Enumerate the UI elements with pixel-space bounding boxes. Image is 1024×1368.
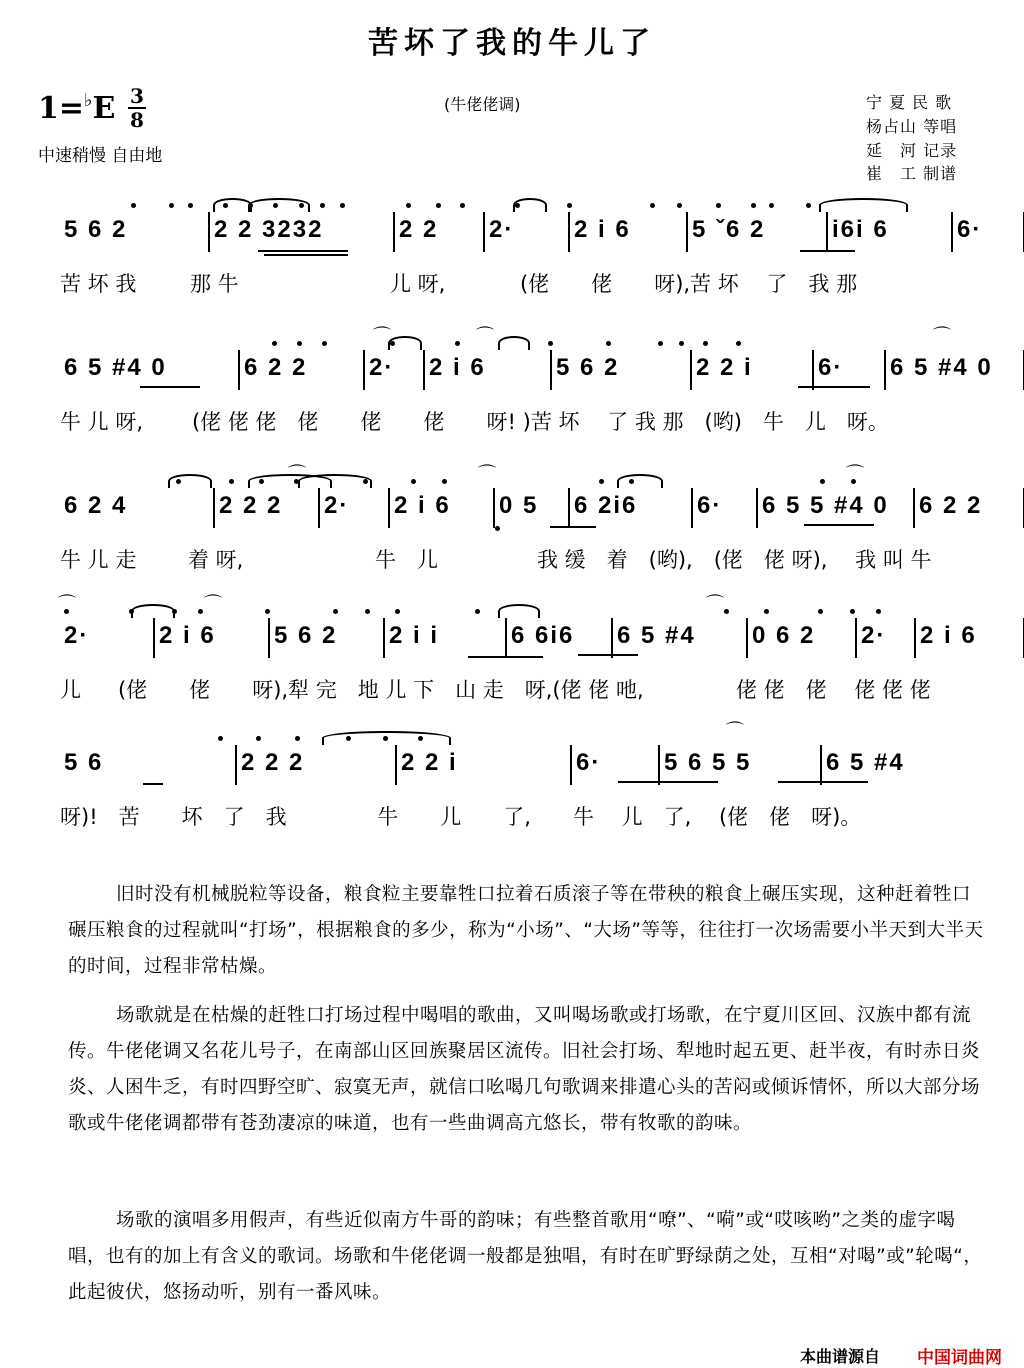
slur-arc [322, 731, 451, 745]
beam-underline [264, 254, 348, 256]
fermata-icon: ⌒ [478, 464, 496, 485]
time-signature [128, 86, 146, 130]
bar-line [611, 618, 613, 658]
measure-notes: 2 i 6 [920, 622, 977, 649]
bar-line [826, 212, 828, 252]
octave-dot [567, 203, 572, 208]
bar-line [570, 745, 572, 785]
octave-dot [265, 609, 270, 614]
bar-line [690, 350, 692, 390]
bar-line [746, 618, 748, 658]
bar-line [153, 618, 155, 658]
slur-arc [131, 604, 175, 618]
octave-dot [406, 203, 411, 208]
lyric-line: 儿 [60, 678, 81, 702]
octave-dot [548, 341, 553, 346]
paragraph [68, 877, 988, 985]
fermata-icon: ⌒ [288, 464, 306, 485]
lyric-line: (佬 佬 呀),犁 完 地 儿 下 山 走 呀,(佬 佬 吔, [118, 678, 644, 702]
bar-line [235, 745, 237, 785]
bar-line [505, 618, 507, 658]
beam-underline [778, 781, 868, 783]
paragraph-text: 场歌就是在枯燥的赶牲口打场过程中喝唱的歌曲，又叫喝场歌或打场歌，在宁夏川区回、汉族中都有流传。牛佬佬调又名花儿号子，在南部山区回族聚居区流传。旧社会打场、犁地时起五更、赶半夜，有时赤日炎炎、人困牛乏，有时四野空旷、寂寞无声，就信口吆喝几句歌调来排遣心头的苦闷或倾诉情怀，所以大部分场歌或牛佬佬调都带有苍劲凄凉的味道，也有一些曲调高亢悠长，带有牧歌的韵味。 [68, 1005, 981, 1134]
beam-underline [578, 654, 638, 656]
octave-dot [320, 203, 325, 208]
octave-dot [460, 203, 465, 208]
octave-dot [198, 609, 203, 614]
measure-notes: 6 5 #4 0 [64, 354, 167, 381]
measure-notes: 2 i 6 [429, 354, 486, 381]
fermata-icon: ⌒ [476, 326, 494, 347]
measure-notes: 6· [957, 216, 983, 243]
beam-underline [804, 524, 874, 526]
bar-line [388, 488, 390, 528]
octave-dot [218, 736, 223, 741]
measure-notes: 0 6 2 [752, 622, 816, 649]
measure-notes: 6 2 4 [64, 492, 128, 519]
bar-line [658, 745, 660, 785]
bar-line [208, 212, 210, 252]
beam-underline [618, 781, 718, 783]
slur-arc [498, 336, 530, 350]
lyric-line: 牛 儿 走 [60, 548, 137, 572]
measure-notes: 2· [324, 492, 350, 519]
bar-line [393, 212, 395, 252]
bar-line [363, 350, 365, 390]
bar-line [820, 745, 822, 785]
key-note: E [92, 91, 116, 126]
octave-dot [658, 341, 663, 346]
slur-arc [213, 198, 252, 212]
lyric-line: 牛 儿 [375, 548, 438, 572]
measure-notes: 6 5 #4 0 [890, 354, 993, 381]
measure-notes: 2 2 2 [219, 492, 283, 519]
measure-notes: 5 6 2 [64, 216, 128, 243]
lyric-line: (佬 佬 佬 佬 佬 佬 呀! )苦 坏 了 我 那 (哟) 牛 儿 呀。 [192, 410, 889, 434]
octave-dot [599, 479, 604, 484]
bar-line [812, 350, 814, 390]
bar-line [493, 488, 495, 528]
bar-line [855, 618, 857, 658]
lyric-line: 佬 佬 佬 佬 佬 佬 [736, 678, 931, 702]
lyric-line: (佬 佬 呀),苦 坏 了 我 那 [520, 272, 858, 296]
bar-line [238, 350, 240, 390]
slur-arc [298, 474, 372, 488]
octave-dot [818, 609, 823, 614]
octave-dot [736, 341, 741, 346]
bar-line [213, 488, 215, 528]
measure-notes: 2 2 3232 [214, 216, 324, 243]
octave-dot [256, 736, 261, 741]
bar-line [423, 350, 425, 390]
measure-notes: 2 2 2 [241, 749, 305, 776]
octave-dot [131, 203, 136, 208]
octave-dot [751, 203, 756, 208]
measure-notes: 2· [861, 622, 887, 649]
bar-line [568, 212, 570, 252]
octave-dot [495, 526, 500, 531]
measure-notes: 2· [64, 622, 90, 649]
octave-dot [703, 341, 708, 346]
octave-dot [724, 609, 729, 614]
measure-notes: 5 6 5 5 [664, 749, 752, 776]
measure-notes: 2 i 6 [159, 622, 216, 649]
bar-line [568, 488, 570, 528]
octave-dot [442, 479, 447, 484]
source-site-link[interactable]: 中国词曲网 [917, 1348, 1002, 1368]
paragraph [68, 998, 988, 1142]
measure-notes: 5 6 2 [274, 622, 338, 649]
lyric-line: 牛 儿 呀, [60, 410, 144, 434]
octave-dot [455, 341, 460, 346]
beam-underline [140, 386, 200, 388]
flat-sign: ♭ [84, 90, 93, 111]
measure-notes: 0 5 [499, 492, 539, 519]
octave-dot [716, 203, 721, 208]
measure-notes: 2 i i [389, 622, 440, 649]
measure-notes: 2 2 i [696, 354, 753, 381]
time-bottom: 8 [130, 108, 144, 132]
octave-dot [395, 609, 400, 614]
bar-line [318, 488, 320, 528]
slur-arc [388, 336, 422, 350]
measure-notes: 5 6 2 [556, 354, 620, 381]
paragraph-text: 场歌的演唱多用假声，有些近似南方牛哥的韵味；有些整首歌用“嘹”、“嗬”或“哎咳哟”之类的虚字喝唱，也有的加上有含义的歌词。场歌和牛佬佬调一般都是独唱，有时在旷野绿荫之处，互相“对喝”或”轮喝“，此起彼伏，悠扬动听，别有一番风味。 [68, 1210, 983, 1303]
lyric-line: 呀)! 苦 坏 了 我 牛 儿 了, 牛 儿 了, (佬 佬 呀)。 [60, 805, 862, 829]
octave-dot [365, 609, 370, 614]
fermata-icon: ⌒ [373, 326, 391, 347]
bar-line [483, 212, 485, 252]
key-signature [38, 90, 115, 126]
measure-notes: 6 5 #4 [826, 749, 905, 776]
measure-notes: 6 2 2 [919, 492, 983, 519]
measure-notes: 2 i 6 [574, 216, 631, 243]
fermata-icon: ⌒ [933, 326, 951, 347]
measure-notes: 6· [818, 354, 844, 381]
octave-dot [606, 341, 611, 346]
octave-dot [769, 203, 774, 208]
measure-notes: 6 5 5 #4 0 [762, 492, 889, 519]
measure-notes: 6 2i6 [574, 492, 638, 519]
lyric-line: 那 牛 [190, 272, 239, 296]
fermata-icon: ⌒ [58, 594, 76, 615]
bar-line [268, 618, 270, 658]
octave-dot [297, 341, 302, 346]
slur-arc [819, 198, 908, 212]
measure-notes: 2 i 6 [394, 492, 451, 519]
measure-notes: 2 2 [399, 216, 439, 243]
measure-notes: 5 6 [64, 749, 104, 776]
measure-notes: 6· [576, 749, 602, 776]
octave-dot [340, 203, 345, 208]
octave-dot [679, 341, 684, 346]
time-top: 3 [130, 84, 144, 108]
measure-notes: 2 2 i [401, 749, 458, 776]
lyric-line: 儿 呀, [390, 272, 446, 296]
octave-dot [820, 479, 825, 484]
slur-arc [513, 198, 547, 212]
measure-notes: 6· [697, 492, 723, 519]
octave-dot [411, 479, 416, 484]
bar-line [951, 212, 953, 252]
bar-line [550, 350, 552, 390]
measure-notes: 6 6i6 [511, 622, 575, 649]
lyric-line: 苦 坏 我 [60, 272, 137, 296]
octave-dot [188, 203, 193, 208]
beam-underline [798, 386, 870, 388]
bar-line [913, 488, 915, 528]
bar-line [395, 745, 397, 785]
measure-notes: i6i 6 [832, 216, 889, 243]
beam-underline [550, 526, 596, 528]
measure-notes: 6 2 2 [244, 354, 308, 381]
bar-line [383, 618, 385, 658]
key-prefix: 1= [38, 91, 85, 126]
bar-line [914, 618, 916, 658]
slur-arc [617, 474, 663, 488]
fermata-icon: ⌒ [726, 721, 744, 742]
measure-notes: 2· [369, 354, 395, 381]
octave-dot [322, 341, 327, 346]
bar-line [691, 488, 693, 528]
beam-underline [800, 250, 855, 252]
octave-dot [169, 203, 174, 208]
lyric-line: 我 缓 着 (哟), (佬 佬 呀), 我 叫 牛 [537, 548, 932, 572]
fermata-icon: ⌒ [204, 594, 222, 615]
fermata-icon: ⌒ [706, 594, 724, 615]
octave-dot [436, 203, 441, 208]
bar-line [884, 350, 886, 390]
paragraph [68, 1203, 988, 1311]
fermata-icon: ⌒ [846, 464, 864, 485]
octave-dot [333, 609, 338, 614]
paragraph-text: 旧时没有机械脱粒等设备，粮食粒主要靠牲口拉着石质滚子等在带秧的粮食上碾压实现，这种赶着牲口碾压粮食的过程就叫“打场”，根据粮食的多少，称为“小场”、“大场”等等，往往打一次场需要小半天到大半天的时间，过程非常枯燥。 [68, 884, 984, 977]
song-subtitle: (牛佬佬调) [444, 95, 521, 114]
beam-underline [143, 783, 163, 785]
octave-dot [475, 609, 480, 614]
beam-underline [258, 250, 348, 252]
octave-dot [850, 609, 855, 614]
measure-notes: 6 5 #4 [617, 622, 696, 649]
tempo-marking: 中速稍慢 自由地 [38, 146, 163, 166]
octave-dot [272, 341, 277, 346]
slur-arc [498, 604, 540, 618]
slur-arc [168, 474, 212, 488]
bar-line [756, 488, 758, 528]
lyric-line: 着 呀, [188, 548, 244, 572]
octave-dot [806, 203, 811, 208]
credit-line: 宁 夏 民 歌 [866, 93, 953, 112]
octave-dot [295, 736, 300, 741]
bar-line [686, 212, 688, 252]
slur-arc [248, 198, 310, 212]
octave-dot [229, 479, 234, 484]
song-title: 苦坏了我的牛儿了 [368, 26, 656, 61]
credit-line: 杨占山 等唱 [866, 117, 958, 136]
octave-dot [677, 203, 682, 208]
measure-notes: 2· [489, 216, 515, 243]
measure-notes: 5 ˇ6 2 [692, 216, 766, 243]
beam-underline [468, 656, 543, 658]
source-label: 本曲谱源自 [800, 1347, 881, 1366]
octave-dot [876, 609, 881, 614]
octave-dot [764, 609, 769, 614]
octave-dot [650, 203, 655, 208]
credit-line: 延 河 记录 [866, 141, 958, 160]
credit-line: 崔 工 制谱 [866, 164, 958, 183]
